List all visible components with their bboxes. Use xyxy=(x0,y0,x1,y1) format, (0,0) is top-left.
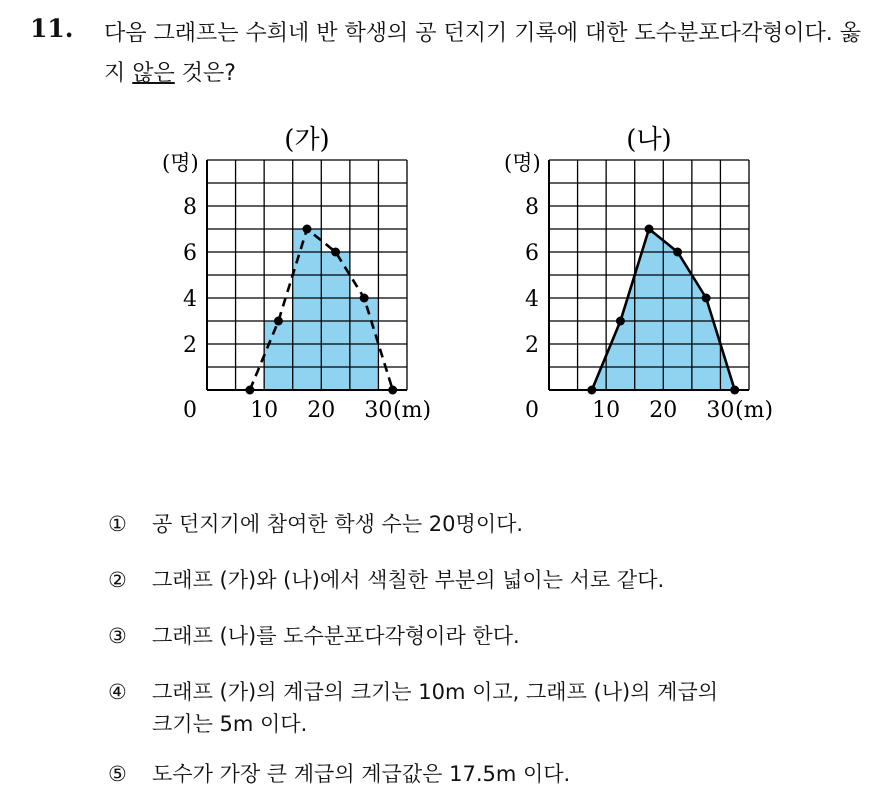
histogram-bar-2 xyxy=(293,229,322,390)
question-text-part1: 다음 그래프는 수희네 반 학생의 공 던지기 기록에 대한 도수분포다각형이다. 옳지 xyxy=(104,21,861,86)
data-point-2 xyxy=(274,317,283,326)
data-point-3 xyxy=(303,225,312,234)
question-text xyxy=(104,14,874,94)
data-point-2 xyxy=(616,317,625,326)
choice-3[interactable] xyxy=(108,620,520,652)
graph-na xyxy=(482,118,812,432)
data-point-1 xyxy=(245,386,254,395)
choice-2[interactable] xyxy=(108,564,664,596)
y-tick-label-6: 6 xyxy=(183,241,197,266)
data-point-1 xyxy=(587,386,596,395)
y-tick-label-2: 2 xyxy=(183,333,197,358)
choice-3-text: 그래프 (나)를 도수분포다각형이라 한다. xyxy=(152,624,520,648)
x-tick-label-0: 0 xyxy=(525,398,539,423)
choice-1-text: 공 던지기에 참여한 학생 수는 20명이다. xyxy=(152,512,524,536)
choice-2-text: 그래프 (가)와 (나)에서 색칠한 부분의 넓이는 서로 같다. xyxy=(152,568,665,592)
choice-5-number: ⑤ xyxy=(108,762,127,786)
y-tick-label-8: 8 xyxy=(183,195,197,220)
x-tick-label-20: 20 xyxy=(307,398,336,423)
data-point-4 xyxy=(331,248,340,257)
choice-4-number: ④ xyxy=(108,680,127,704)
choice-1[interactable] xyxy=(108,508,523,540)
choice-2-number: ② xyxy=(108,568,127,592)
y-axis-label: (명) xyxy=(504,151,541,175)
graph-ga-svg xyxy=(140,118,470,428)
choice-5-text: 도수가 가장 큰 계급의 계급값은 17.5m 이다. xyxy=(152,762,571,786)
x-tick-label-30: 30 xyxy=(364,398,393,423)
choice-4-text: 그래프 (가)의 계급의 크기는 10m 이고, 그래프 (나)의 계급의 xyxy=(152,680,719,704)
y-tick-label-4: 4 xyxy=(525,287,539,312)
x-axis-label: (m) xyxy=(735,398,774,423)
x-axis-label: (m) xyxy=(393,398,432,423)
x-tick-label-30: 30 xyxy=(706,398,735,423)
x-tick-label-10: 10 xyxy=(250,398,279,423)
data-point-6 xyxy=(388,386,397,395)
graph-na-svg xyxy=(482,118,812,428)
data-point-5 xyxy=(702,294,711,303)
chart-title: (가) xyxy=(284,125,330,155)
data-point-6 xyxy=(730,386,739,395)
question-number: 11. xyxy=(30,14,74,43)
data-point-5 xyxy=(360,294,369,303)
question-text-underlined: 않은 xyxy=(132,61,175,86)
y-tick-label-8: 8 xyxy=(525,195,539,220)
y-tick-label-2: 2 xyxy=(525,333,539,358)
choice-3-number: ③ xyxy=(108,624,127,648)
question-text-part2: 것은? xyxy=(174,61,236,86)
data-point-3 xyxy=(645,225,654,234)
y-tick-label-6: 6 xyxy=(525,241,539,266)
x-tick-label-20: 20 xyxy=(649,398,678,423)
choice-5[interactable] xyxy=(108,758,570,790)
choice-4-text-cont: 크기는 5m 이다. xyxy=(152,712,308,736)
chart-title: (나) xyxy=(626,125,672,155)
histogram-bar-1 xyxy=(264,321,293,390)
x-tick-label-10: 10 xyxy=(592,398,621,423)
graph-ga xyxy=(140,118,470,432)
y-tick-label-4: 4 xyxy=(183,287,197,312)
y-axis-label: (명) xyxy=(162,151,199,175)
data-point-4 xyxy=(673,248,682,257)
x-tick-label-0: 0 xyxy=(183,398,197,423)
choice-4[interactable] xyxy=(108,676,718,740)
choice-1-number: ① xyxy=(108,512,127,536)
